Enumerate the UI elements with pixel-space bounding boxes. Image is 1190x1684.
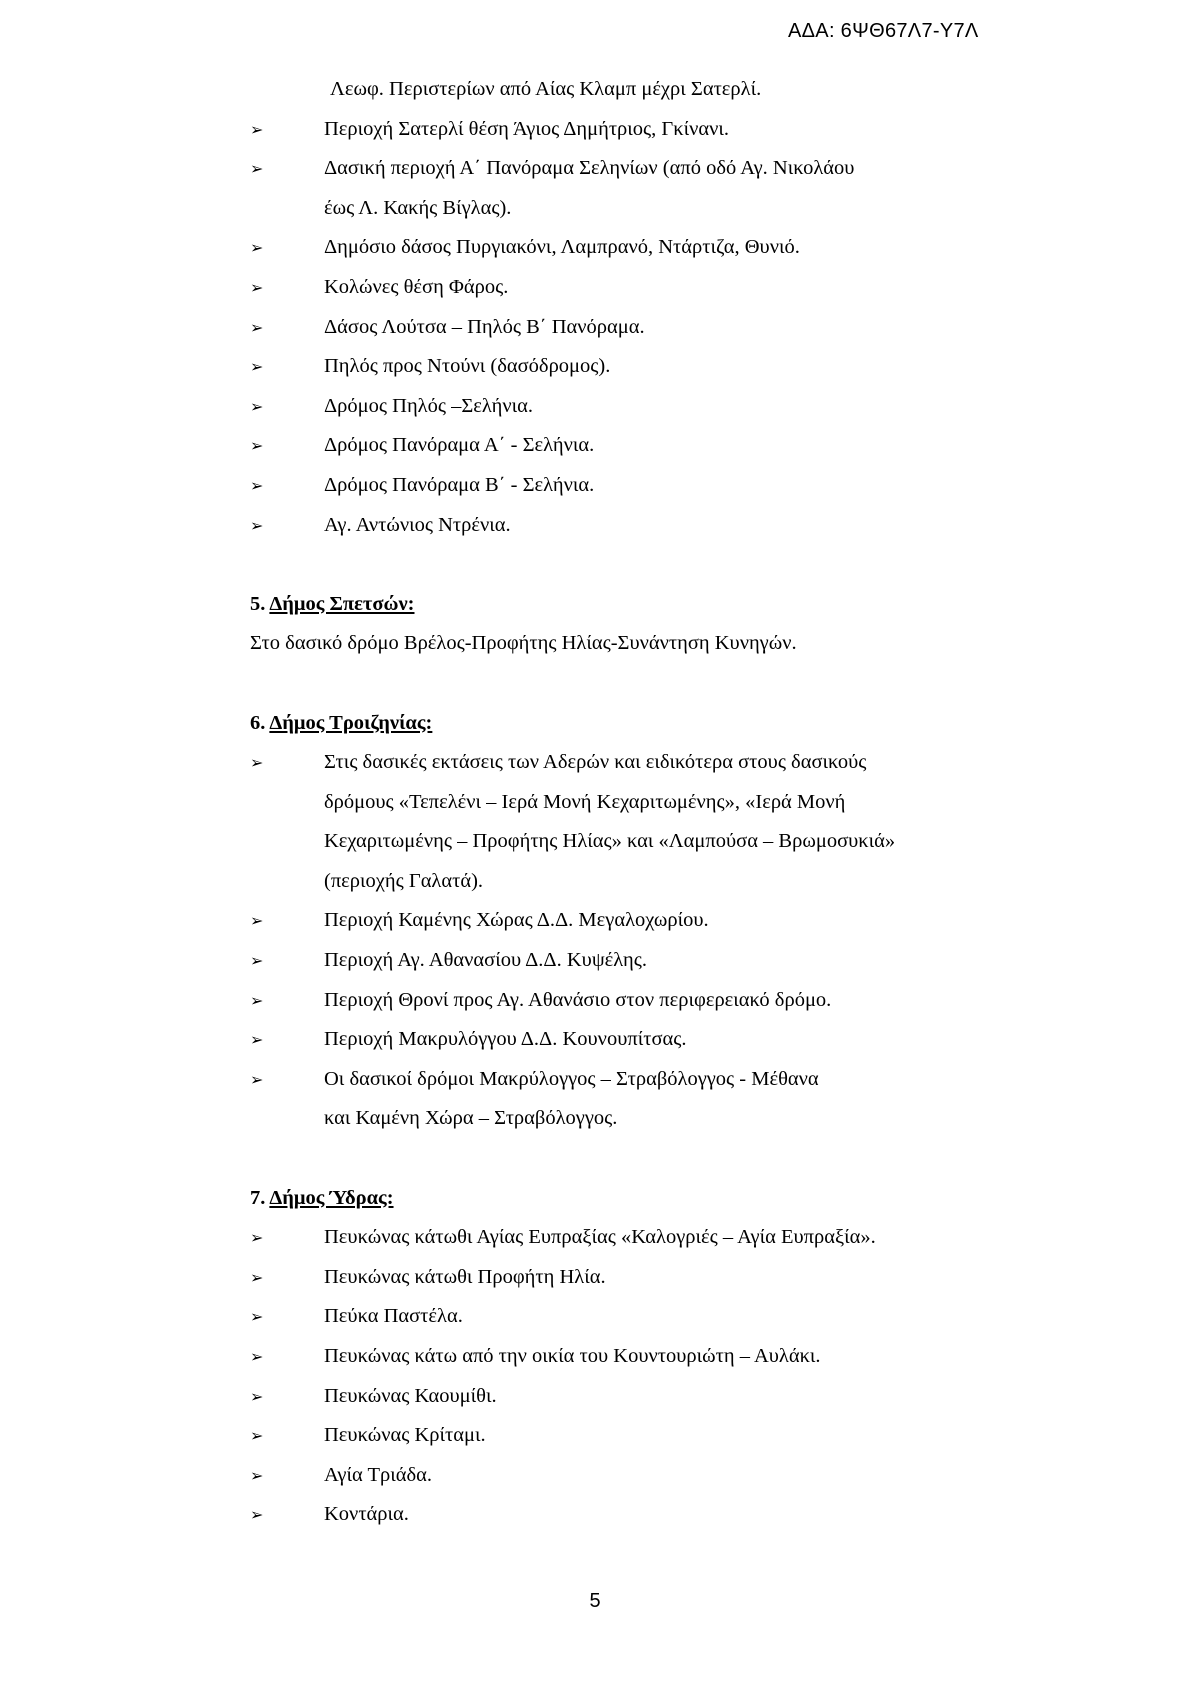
list-item-text: Δρόμος Πανόραμα Β΄ - Σελήνια. xyxy=(324,473,595,496)
list-item-text: Περιοχή Σατερλί θέση Άγιος Δημήτριος, Γκίνανι. xyxy=(324,117,730,140)
list-item xyxy=(250,1258,1010,1298)
list-item xyxy=(250,1495,1010,1535)
list-item-text: Περιοχή Θρονί προς Αγ. Αθανάσιο στον περιφερειακό δρόμο. xyxy=(324,988,832,1011)
list-item xyxy=(250,308,1010,348)
list-item xyxy=(250,387,1010,427)
list-item-text: Πευκώνας κάτωθι Προφήτη Ηλία. xyxy=(324,1265,606,1288)
list-item-text: Δάσος Λούτσα – Πηλός Β΄ Πανόραμα. xyxy=(324,315,645,338)
list-item-text: Πηλός προς Ντούνι (δασόδρομος). xyxy=(324,355,611,378)
list-item xyxy=(250,347,1010,387)
list-item-text: Αγ. Αντώνιος Ντρένια. xyxy=(324,513,511,536)
list-item-text: (περιοχής Γαλατά). xyxy=(324,869,484,892)
arrow-bullet-icon: ➢ xyxy=(250,990,264,1010)
list-item xyxy=(250,901,1010,941)
list-item xyxy=(250,228,1010,268)
list-item xyxy=(250,743,1010,783)
arrow-bullet-icon: ➢ xyxy=(250,1307,264,1327)
list-item xyxy=(250,268,1010,308)
arrow-bullet-icon: ➢ xyxy=(250,1267,264,1287)
list-item xyxy=(250,1416,1010,1456)
arrow-bullet-icon: ➢ xyxy=(250,515,264,535)
arrow-bullet-icon: ➢ xyxy=(250,1465,264,1485)
list-item-text: Οι δασικοί δρόμοι Μακρύλογγος – Στραβόλογγος - Μέθανα xyxy=(324,1067,819,1090)
list-item-text: Κεχαριτωμένης – Προφήτης Ηλίας» και «Λαμπούσα – Βρωμοσυκιά» xyxy=(324,830,896,853)
list-item-text: Πευκώνας Καουμίθι. xyxy=(324,1384,497,1407)
list-item xyxy=(250,506,1010,546)
section-5-title: Δήμος Σπετσών: xyxy=(269,592,415,615)
list-item xyxy=(250,783,1010,823)
section-6-heading xyxy=(250,704,1010,744)
arrow-bullet-icon: ➢ xyxy=(250,119,264,139)
list-item-text: Δασική περιοχή Α΄ Πανόραμα Σεληνίων (από οδό Αγ. Νικολάου xyxy=(324,157,855,180)
arrow-bullet-icon: ➢ xyxy=(250,159,264,179)
list-item-text: Περιοχή Μακρυλόγγου Δ.Δ. Κουνουπίτσας. xyxy=(324,1028,687,1051)
arrow-bullet-icon: ➢ xyxy=(250,951,264,971)
list-item-text: Πευκώνας κάτωθι Αγίας Ευπραξίας «Καλογριές – Αγία Ευπραξία». xyxy=(324,1226,876,1249)
ada-code: ΑΔΑ: 6ΨΘ67Λ7-Υ7Λ xyxy=(788,20,979,42)
section-7-heading xyxy=(250,1179,1010,1219)
arrow-bullet-icon: ➢ xyxy=(250,1505,264,1525)
arrow-bullet-icon: ➢ xyxy=(250,1386,264,1406)
arrow-bullet-icon: ➢ xyxy=(250,1426,264,1446)
section-6-number: 6. xyxy=(250,711,266,734)
arrow-bullet-icon: ➢ xyxy=(250,911,264,931)
list-item-text: Περιοχή Αγ. Αθανασίου Δ.Δ. Κυψέλης. xyxy=(324,949,647,972)
list-item xyxy=(250,1297,1010,1337)
section-5-number: 5. xyxy=(250,592,266,615)
section-7-list xyxy=(250,1218,1010,1535)
list-item xyxy=(250,426,1010,466)
arrow-bullet-icon: ➢ xyxy=(250,238,264,258)
arrow-bullet-icon: ➢ xyxy=(250,475,264,495)
section-7-number: 7. xyxy=(250,1186,266,1209)
list-item-text: Πευκώνας κάτω από την οικία του Κουντουριώτη – Αυλάκι. xyxy=(324,1345,821,1367)
arrow-bullet-icon: ➢ xyxy=(250,436,264,456)
list-item xyxy=(250,1337,1010,1377)
arrow-bullet-icon: ➢ xyxy=(250,357,264,377)
arrow-bullet-icon: ➢ xyxy=(250,1347,264,1366)
list-item xyxy=(250,110,1010,150)
list-item xyxy=(250,941,1010,981)
list-item xyxy=(250,1456,1010,1496)
list-item xyxy=(250,822,1010,862)
intro-continuation-text: Λεωφ. Περιστερίων από Αίας Κλαμπ μέχρι Σατερλί. xyxy=(330,78,762,100)
arrow-bullet-icon: ➢ xyxy=(250,317,264,337)
section-6-title: Δήμος Τροιζηνίας: xyxy=(269,711,433,734)
list-item xyxy=(250,1377,1010,1417)
intro-continuation-line xyxy=(250,70,1010,110)
list-item xyxy=(250,862,1010,902)
page-number: 5 xyxy=(589,1590,601,1612)
location-list-a xyxy=(250,110,1010,546)
list-item xyxy=(250,1060,1010,1100)
list-item-text: Κολώνες θέση Φάρος. xyxy=(324,275,509,298)
arrow-bullet-icon: ➢ xyxy=(250,1069,264,1089)
list-item-text: Δημόσιο δάσος Πυργιακόνι, Λαμπρανό, Ντάρτιζα, Θυνιό. xyxy=(324,236,800,259)
list-item-text: δρόμους «Τεπελένι – Ιερά Μονή Κεχαριτωμένης», «Ιερά Μονή xyxy=(324,790,846,813)
list-item-text: Αγία Τριάδα. xyxy=(324,1463,432,1486)
arrow-bullet-icon: ➢ xyxy=(250,753,264,773)
list-item-text: Στις δασικές εκτάσεις των Αδερών και ειδικότερα στους δασικούς xyxy=(324,751,867,774)
arrow-bullet-icon: ➢ xyxy=(250,396,264,416)
list-item xyxy=(250,466,1010,506)
section-5-text-line xyxy=(250,624,1010,664)
list-item xyxy=(250,1218,1010,1258)
list-item xyxy=(250,189,1010,229)
arrow-bullet-icon: ➢ xyxy=(250,1030,264,1050)
list-item xyxy=(250,981,1010,1021)
list-item-text: έως Λ. Κακής Βίγλας). xyxy=(324,196,512,219)
arrow-bullet-icon: ➢ xyxy=(250,1228,264,1248)
section-7-title: Δήμος Ύδρας: xyxy=(269,1186,394,1209)
section-6-list xyxy=(250,743,1010,1139)
list-item-text: και Καμένη Χώρα – Στραβόλογγος. xyxy=(324,1107,618,1130)
list-item-text: Πευκώνας Κρίταμι. xyxy=(324,1424,486,1447)
section-5-heading xyxy=(250,585,1010,625)
list-item xyxy=(250,1099,1010,1139)
list-item-text: Δρόμος Πηλός –Σελήνια. xyxy=(324,394,534,417)
list-item-text: Πεύκα Παστέλα. xyxy=(324,1305,463,1328)
list-item xyxy=(250,1020,1010,1060)
list-item-text: Περιοχή Καμένης Χώρας Δ.Δ. Μεγαλοχωρίου. xyxy=(324,909,709,932)
list-item-text: Κοντάρια. xyxy=(324,1503,409,1526)
list-item xyxy=(250,149,1010,189)
arrow-bullet-icon: ➢ xyxy=(250,277,264,297)
document-body xyxy=(250,70,1010,1535)
list-item-text: Δρόμος Πανόραμα Α΄ - Σελήνια. xyxy=(324,434,595,457)
section-5-text: Στο δασικό δρόμο Βρέλος-Προφήτης Ηλίας-Συνάντηση Κυνηγών. xyxy=(250,632,797,655)
